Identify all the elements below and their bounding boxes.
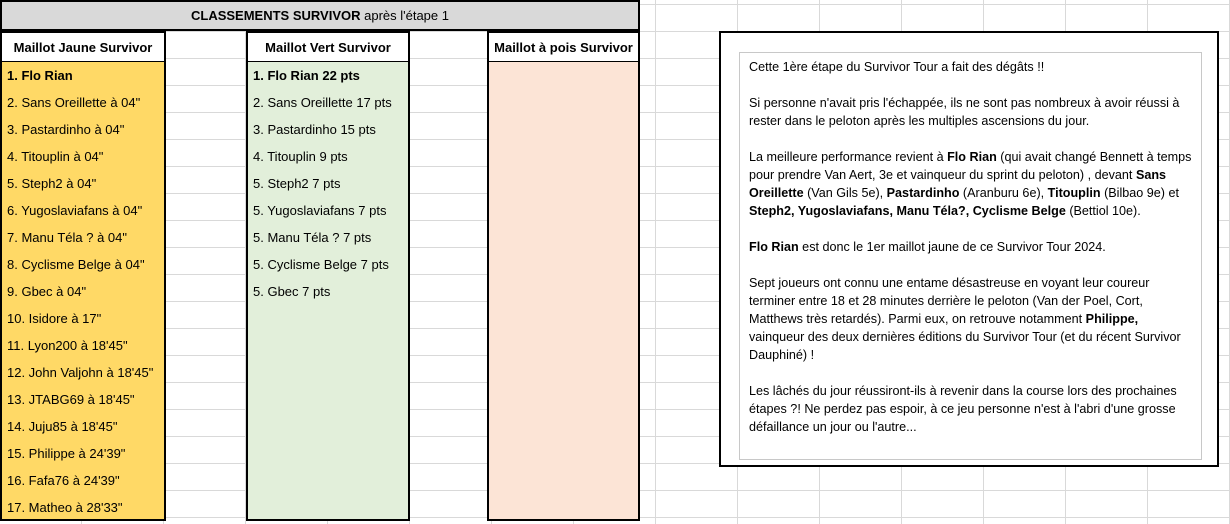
commentary-p1: Cette 1ère étape du Survivor Tour a fait des dégâts !! xyxy=(749,60,1045,74)
list-item[interactable]: 5. Gbec 7 pts xyxy=(253,284,331,299)
p4-text-b: est donc le 1er maillot jaune de ce Survivor Tour 2024. xyxy=(798,240,1106,254)
maillot-jaune-column xyxy=(0,62,166,521)
maillot-vert-list xyxy=(248,62,408,305)
commentary-p4 xyxy=(749,238,1192,256)
list-item[interactable]: 13. JTABG69 à 18'45" xyxy=(7,392,135,407)
list-item[interactable]: 15. Philippe à 24'39" xyxy=(7,446,126,461)
list-item[interactable]: 2. Sans Oreillette 17 pts xyxy=(253,95,392,110)
commentary-textbox[interactable] xyxy=(739,52,1202,460)
maillot-jaune-header[interactable]: Maillot Jaune Survivor xyxy=(0,31,166,62)
list-item[interactable]: 5. Steph2 7 pts xyxy=(253,176,341,191)
list-item[interactable]: 4. Titouplin 9 pts xyxy=(253,149,348,164)
list-item[interactable]: 14. Juju85 à 18'45" xyxy=(7,419,118,434)
p3-text-e: (Van Gils 5e), xyxy=(803,186,887,200)
p3-bold-h: Titouplin xyxy=(1047,186,1101,200)
list-item[interactable]: 8. Cyclisme Belge à 04" xyxy=(7,257,145,272)
list-item[interactable]: 3. Pastardinho à 04" xyxy=(7,122,125,137)
list-item[interactable]: 1. Flo Rian xyxy=(7,68,73,83)
maillot-vert-header[interactable]: Maillot Vert Survivor xyxy=(246,31,410,62)
commentary-p3 xyxy=(749,148,1192,220)
p3-text-c: (qui avait changé Bennett à temps pour prendre Van Aert, 3e et vainqueur du sprint du peloton) , devant xyxy=(749,150,1192,182)
p5-bold-b: Philippe, xyxy=(1085,312,1139,326)
list-item[interactable]: 17. Matheo à 28'33" xyxy=(7,500,123,515)
p3-bold-f: Pastardinho xyxy=(886,186,960,200)
maillot-vert-column xyxy=(246,62,410,521)
commentary-p2: Si personne n'avait pris l'échappée, ils ne sont pas nombreux à avoir réussi à rester dans le peloton après les multiples ascensions du jour. xyxy=(749,96,1180,128)
commentary-p5 xyxy=(749,274,1192,364)
list-item[interactable]: 16. Fafa76 à 24'39" xyxy=(7,473,120,488)
title-bold: CLASSEMENTS SURVIVOR xyxy=(190,8,361,23)
p3-text-g: (Aranburu 6e), xyxy=(959,186,1048,200)
list-item[interactable]: 3. Pastardinho 15 pts xyxy=(253,122,376,137)
p3-bold-b: Flo Rian xyxy=(947,150,997,164)
title-rest: après l'étape 1 xyxy=(360,8,449,23)
p3-bold-j: Steph2, Yugoslaviafans, Manu Téla?, Cyclisme Belge xyxy=(749,204,1066,218)
p5-text-c: vainqueur des deux dernières éditions du Survivor Tour (et du récent Survivor Dauphiné) ! xyxy=(749,330,1181,362)
list-item[interactable]: 12. John Valjohn à 18'45" xyxy=(7,365,154,380)
list-item[interactable]: 7. Manu Téla ? à 04" xyxy=(7,230,128,245)
list-item[interactable]: 5. Cyclisme Belge 7 pts xyxy=(253,257,389,272)
list-item[interactable]: 5. Yugoslaviafans 7 pts xyxy=(253,203,387,218)
maillot-jaune-list xyxy=(2,62,164,521)
list-item[interactable]: 6. Yugoslaviafans à 04" xyxy=(7,203,143,218)
list-item[interactable]: 5. Manu Téla ? 7 pts xyxy=(253,230,372,245)
list-item[interactable]: 1. Flo Rian 22 pts xyxy=(253,68,360,83)
p3-text-a: La meilleure performance revient à xyxy=(749,150,948,164)
p3-text-k: (Bettiol 10e). xyxy=(1065,204,1141,218)
p5-text-a: Sept joueurs ont connu une entame désastreuse en voyant leur coureur terminer entre 18 et 28 minutes derrière le peloton (Van der Poel, Cort, Matthews très retardés). Parmi eux, on retrouve notamment xyxy=(749,276,1150,326)
classement-title xyxy=(0,0,640,31)
list-item[interactable]: 2. Sans Oreillette à 04" xyxy=(7,95,141,110)
commentary-p6: Les lâchés du jour réussiront-ils à revenir dans la course lors des prochaines étapes ?! Ne perdez pas espoir, à ce jeu personne n'est à l'abri d'une grosse défaillance un jour ou l'autre... xyxy=(749,384,1177,434)
list-item[interactable]: 9. Gbec à 04" xyxy=(7,284,87,299)
p3-bold-d: Sans Oreillette xyxy=(749,168,1167,200)
maillot-pois-header[interactable]: Maillot à pois Survivor xyxy=(487,31,640,62)
list-item[interactable]: 4. Titouplin à 04" xyxy=(7,149,104,164)
p3-text-i: (Bilbao 9e) et xyxy=(1100,186,1179,200)
p4-bold-a: Flo Rian xyxy=(749,240,799,254)
list-item[interactable]: 10. Isidore à 17" xyxy=(7,311,102,326)
list-item[interactable]: 5. Steph2 à 04" xyxy=(7,176,97,191)
maillot-pois-column xyxy=(487,62,640,521)
list-item[interactable]: 11. Lyon200 à 18'45" xyxy=(7,338,128,353)
